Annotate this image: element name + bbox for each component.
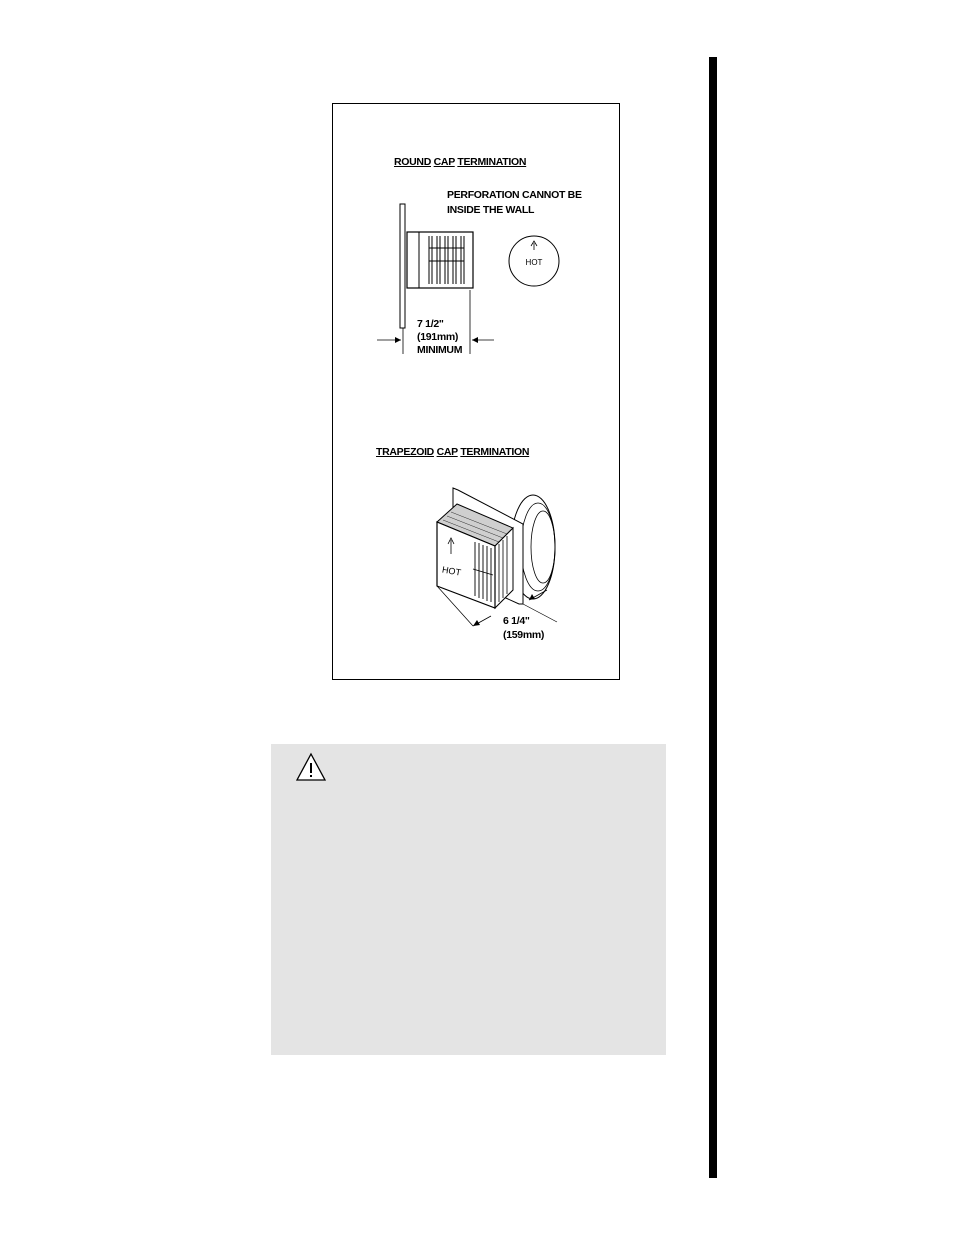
trapezoid-cap-dimension-line1: 6 1/4"	[503, 615, 530, 627]
perforation-note-line2: INSIDE THE WALL	[447, 204, 535, 216]
round-cap-dimension-line2: (191mm)	[417, 331, 459, 343]
termination-figure	[332, 103, 620, 680]
round-cap-dimension-line1: 7 1/2"	[417, 318, 444, 330]
warning-triangle-icon	[295, 752, 327, 782]
perforation-note-line1: PERFORATION CANNOT BE	[447, 189, 582, 201]
round-cap-title: ROUND CAP TERMINATION	[394, 156, 527, 168]
trapezoid-cap-face-label: HOT	[441, 564, 462, 578]
trapezoid-cap-title: TRAPEZOID CAP TERMINATION	[376, 446, 530, 458]
round-cap-end-label: HOT	[525, 258, 543, 267]
page-edge-rule	[709, 57, 717, 1178]
warning-box	[271, 744, 666, 1055]
round-cap-dimension-line3: MINIMUM	[417, 344, 463, 356]
trapezoid-cap-drawing	[333, 104, 621, 681]
trapezoid-cap-dimension-line2: (159mm)	[503, 629, 545, 641]
